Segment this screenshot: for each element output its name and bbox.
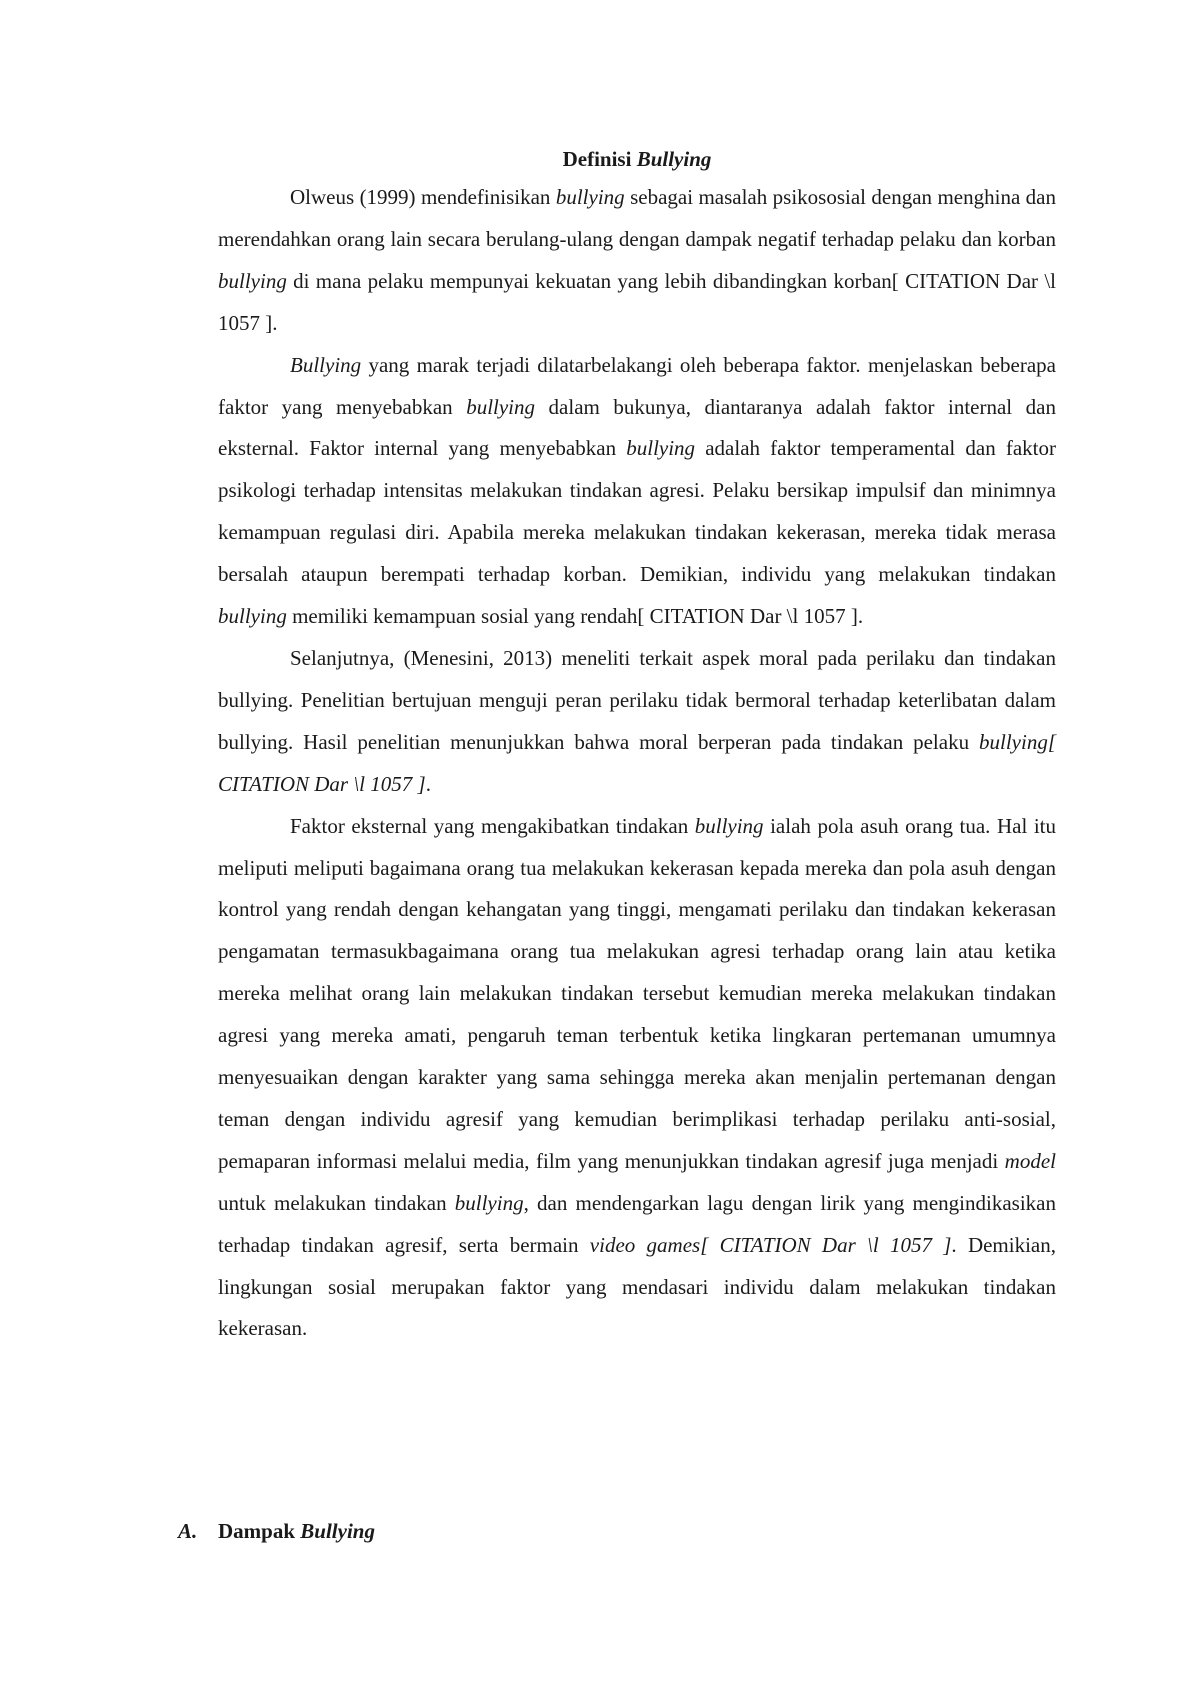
text-run: yang marak terjadi dilatarbelakangi oleh beberapa faktor. menjelaskan beberapa faktor yang menyebabkan <box>218 352 1056 419</box>
paragraph-container <box>218 177 1056 1350</box>
italic-run: bullying <box>218 604 287 629</box>
italic-run: bullying <box>555 185 625 209</box>
italic-run: bullying <box>626 436 696 461</box>
italic-run: bullying <box>694 813 764 838</box>
text-run: Faktor eksternal yang mengakibatkan tindakan <box>290 813 695 838</box>
italic-run: model <box>1004 1148 1056 1173</box>
italic-run: bullying <box>466 394 536 419</box>
text-run: ialah pola asuh orang tua. Hal itu meliputi meliputi bagaimana orang tua melakukan kekerasan kepada mereka dan pola asuh dengan kontrol yang rendah dengan kehangatan yang tinggi, mengamati perilaku dan tindakan kekerasan pengamatan termasukbagaimana orang tua melakukan agresi terhadap orang lain atau ketika mereka melihat orang lain melakukan tindakan tersebut kemudian mereka melakukan tindakan agresi yang mereka amati, pengaruh teman terbentuk ketika lingkaran pertemanan umumnya menyesuaikan dengan karakter yang sama sehingga mereka akan menjalin pertemanan dengan teman dengan individu agresif yang kemudian berimplikasi terhadap perilaku anti-sosial, pemaparan informasi melalui media, film yang menunjukkan tindakan agresif juga menjadi <box>218 813 1056 1173</box>
paragraph-bullying-factors <box>218 345 1056 638</box>
section-letter: A. <box>178 1519 198 1543</box>
text-run: . <box>425 771 431 796</box>
italic-run: bullying <box>218 268 287 293</box>
document-title <box>218 141 1056 177</box>
text-run: memiliki kemampuan sosial yang rendah[ CITATION Dar \l 1057 ]. <box>286 604 864 629</box>
text-run: di mana pelaku mempunyai kekuatan yang lebih dibandingkan korban[ CITATION Dar \l 1057 ]. <box>218 268 1056 335</box>
italic-run: bullying[ CITATION Dar \l 1057 ] <box>218 729 1056 796</box>
paragraph-external-factors <box>218 806 1056 1351</box>
text-run: sebagai masalah psikososial dengan menghina dan merendahkan orang lain secara berulang-ulang dengan dampak negatif terhadap pelaku dan korban <box>218 185 1056 251</box>
paragraph-olweus-definition <box>218 177 1056 345</box>
text-run: dalam bukunya, diantaranya adalah faktor internal dan eksternal. Faktor internal yang menyebabkan <box>218 394 1056 461</box>
text-run: Selanjutnya, (Menesini, 2013) meneliti terkait aspek moral pada perilaku dan tindakan bullying. Penelitian bertujuan menguji peran perilaku tidak bermoral terhadap keterlibatan dalam bullying. Hasil penelitian menunjukkan bahwa moral berperan pada tindakan pelaku <box>218 645 1056 754</box>
text-run: Olweus (1999) mendefinisikan <box>290 185 556 209</box>
title-prefix: Definisi <box>562 147 637 171</box>
text-run: adalah faktor temperamental dan faktor psikologi terhadap intensitas melakukan tindakan agresi. Pelaku bersikap impulsif dan minimnya kemampuan regulasi diri. Apabila mereka melakukan tindakan kekerasan, mereka tidak merasa bersalah ataupun berempati terhadap korban. Demikian, individu yang melakukan tindakan <box>218 436 1057 587</box>
section-heading-prefix: Dampak <box>218 1519 301 1543</box>
section-heading-dampak <box>178 1513 375 1549</box>
title-italic: Bullying <box>636 147 712 171</box>
text-run: , dan mendengarkan lagu dengan lirik yang mengindikasikan terhadap tindakan agresif, serta bermain <box>218 1190 1056 1257</box>
paragraph-moral-aspect <box>218 638 1056 806</box>
text-run: untuk melakukan tindakan <box>218 1190 455 1215</box>
document-body <box>218 141 1056 1350</box>
section-heading-italic: Bullying <box>300 1519 375 1543</box>
italic-run: Bullying <box>290 352 362 377</box>
italic-run: video games[ CITATION Dar \l 1057 ] <box>589 1232 952 1257</box>
italic-run: bullying <box>454 1190 524 1215</box>
text-run: . Demikian, lingkungan sosial merupakan faktor yang mendasari individu dalam melakukan tindakan kekerasan. <box>218 1232 1057 1341</box>
